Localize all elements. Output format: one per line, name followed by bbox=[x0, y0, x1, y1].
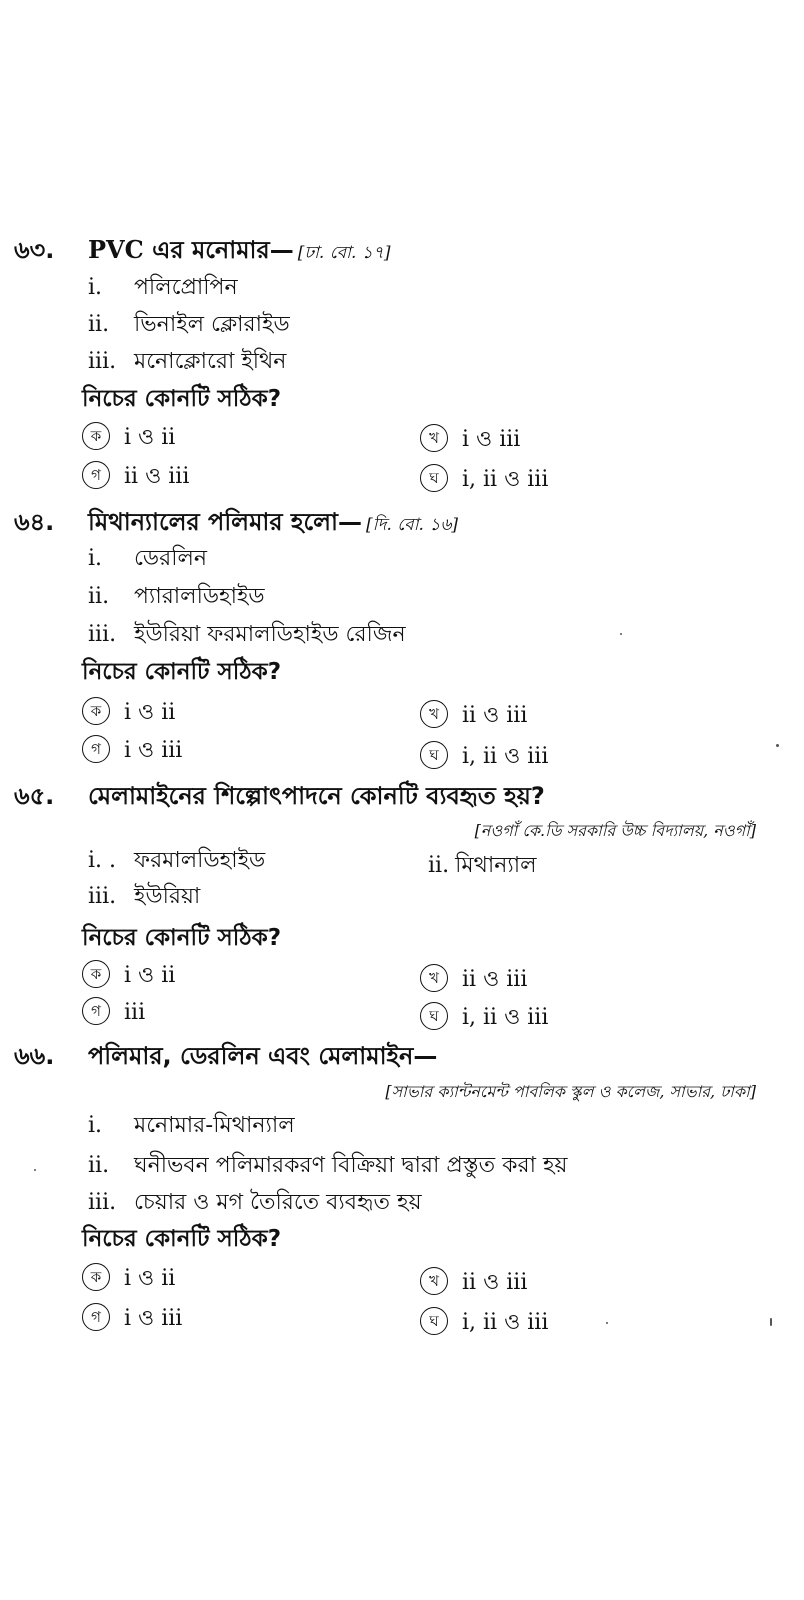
option-marker: খ bbox=[420, 700, 448, 728]
option-gha: ঘ i, ii ও iii bbox=[420, 740, 548, 774]
question-66-heading bbox=[0, 1038, 804, 1074]
option-marker: গ bbox=[82, 461, 110, 489]
which-correct-prompt: নিচের কোনটি সঠিক? bbox=[82, 1226, 282, 1252]
option-ga: গ ii ও iii bbox=[82, 460, 189, 494]
which-correct-prompt: নিচের কোনটি সঠিক? bbox=[82, 659, 282, 685]
question-stem-latin: PVC bbox=[88, 235, 144, 264]
statement-iii: iii. চেয়ার ও মগ তৈরিতে ব্যবহৃত হয় bbox=[88, 1190, 422, 1215]
scan-speck bbox=[34, 1169, 36, 1171]
which-correct-prompt: নিচের কোনটি সঠিক? bbox=[82, 925, 282, 951]
statement-ii: ii. ভিনাইল ক্লোরাইড bbox=[88, 312, 290, 337]
option-kha: খ ii ও iii bbox=[420, 963, 527, 997]
option-kha: খ ii ও iii bbox=[420, 699, 527, 733]
option-marker: ক bbox=[82, 1263, 110, 1291]
option-ka: ক i ও ii bbox=[82, 421, 175, 455]
option-marker: ক bbox=[82, 422, 110, 450]
question-stem: মেলামাইনের শিল্পোৎপাদনে কোনটি ব্যবহৃত হয়? bbox=[88, 782, 545, 810]
question-65-heading bbox=[0, 778, 804, 814]
question-64-heading bbox=[0, 504, 804, 540]
statement-ii: ii. ঘনীভবন পলিমারকরণ বিক্রিয়া দ্বারা প্রস্তুত করা হয় bbox=[88, 1153, 568, 1178]
statement-ii: ii. মিথান্যাল bbox=[428, 853, 537, 878]
statement-i: i. মনোমার-মিথান্যাল bbox=[88, 1113, 295, 1138]
option-marker: গ bbox=[82, 997, 110, 1025]
option-gha: ঘ i, ii ও iii bbox=[420, 1306, 548, 1340]
option-marker: ক bbox=[82, 697, 110, 725]
statement-iii: iii. ইউরিয়া bbox=[88, 884, 201, 909]
option-ka: ক i ও ii bbox=[82, 959, 175, 993]
question-number: ৬৩. bbox=[14, 236, 55, 264]
board-reference: [দি. বো. ১৬] bbox=[366, 515, 459, 535]
option-kha: খ ii ও iii bbox=[420, 1266, 527, 1300]
option-marker: খ bbox=[420, 424, 448, 452]
option-ga: গ i ও iii bbox=[82, 734, 182, 768]
question-stem-text: মিথান্যালের পলিমার হলো— bbox=[88, 508, 363, 536]
question-number: ৬৬. bbox=[14, 1042, 55, 1070]
board-reference: [ঢা. বো. ১৭] bbox=[297, 243, 391, 263]
question-63-heading bbox=[0, 232, 804, 268]
statement-iii: iii. ইউরিয়া ফরমালডিহাইড রেজিন bbox=[88, 622, 406, 647]
option-gha: ঘ i, ii ও iii bbox=[420, 1001, 548, 1035]
question-stem: পলিমার, ডেরলিন এবং মেলামাইন— bbox=[88, 1042, 438, 1070]
option-marker: ঘ bbox=[420, 741, 448, 769]
statement-i: i. পলিপ্রোপিন bbox=[88, 275, 238, 300]
statement-iii: iii. মনোক্লোরো ইথিন bbox=[88, 349, 287, 374]
question-stem bbox=[88, 504, 458, 543]
scan-speck bbox=[776, 744, 779, 747]
option-marker: ক bbox=[82, 960, 110, 988]
statement-i: i. ডেরলিন bbox=[88, 546, 208, 571]
question-stem-text: এর মনোমার— bbox=[143, 236, 294, 264]
option-marker: ঘ bbox=[420, 464, 448, 492]
option-ka: ক i ও ii bbox=[82, 696, 175, 730]
statement-ii: ii. প্যারালডিহাইড bbox=[88, 584, 265, 609]
scan-speck bbox=[770, 1318, 772, 1326]
which-correct-prompt: নিচের কোনটি সঠিক? bbox=[82, 386, 282, 412]
option-marker: গ bbox=[82, 735, 110, 763]
option-gha: ঘ i, ii ও iii bbox=[420, 463, 548, 497]
scan-speck bbox=[606, 1322, 608, 1324]
statement-i: i. . ফরমালডিহাইড bbox=[88, 848, 266, 873]
option-ga: গ iii bbox=[82, 996, 145, 1030]
option-marker: গ bbox=[82, 1303, 110, 1331]
option-marker: ঘ bbox=[420, 1002, 448, 1030]
school-reference: [নওগাঁ কে.ডি সরকারি উচ্চ বিদ্যালয়, নওগাঁ] bbox=[474, 821, 756, 840]
option-marker: ঘ bbox=[420, 1307, 448, 1335]
option-ga: গ i ও iii bbox=[82, 1302, 182, 1336]
option-kha: খ i ও iii bbox=[420, 423, 520, 457]
question-stem bbox=[88, 232, 391, 271]
question-number: ৬৪. bbox=[14, 508, 55, 536]
option-marker: খ bbox=[420, 1267, 448, 1295]
scan-speck bbox=[620, 633, 622, 635]
option-ka: ক i ও ii bbox=[82, 1262, 175, 1296]
school-reference: [সাভার ক্যান্টনমেন্ট পাবলিক স্কুল ও কলেজ, সাভার, ঢাকা] bbox=[385, 1082, 756, 1101]
question-number: ৬৫. bbox=[14, 782, 55, 810]
option-marker: খ bbox=[420, 964, 448, 992]
